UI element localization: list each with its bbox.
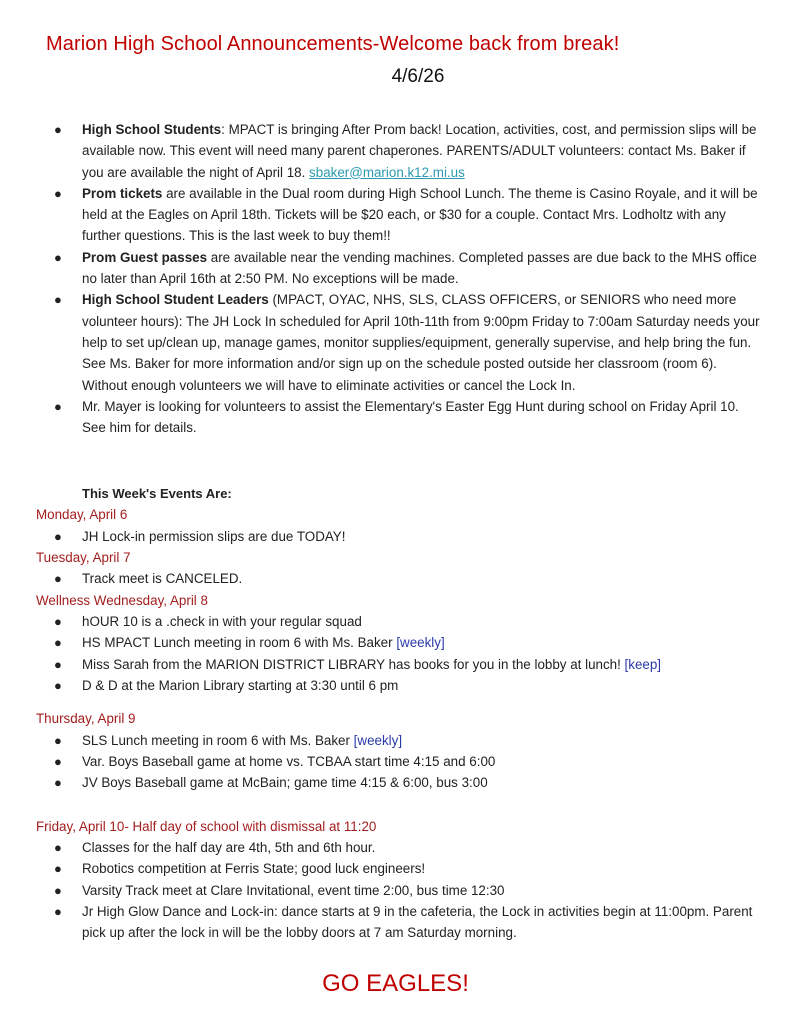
bullet-icon: ● xyxy=(54,861,62,877)
announcement-heading: Prom Guest passes xyxy=(82,249,208,265)
event-list xyxy=(0,611,762,696)
announcement-text: are available in the Dual room during High School Lunch. The theme is Casino Royale, and it will be held at the Eagles on April 18th. Tickets will be $20 each, or $30 for a couple. Contact Mrs. Lodholtz with any further questions. This is the last week to buy them!! xyxy=(82,185,758,244)
bullet-icon: ● xyxy=(54,775,62,791)
date: 4/6/26 xyxy=(391,66,445,87)
announcement-item xyxy=(0,247,762,290)
event-item xyxy=(0,632,762,653)
announcement-text: are available near the vending machines. Completed passes are due back to the MHS office no later than April 16th at 2:50 PM. No exceptions will be made. xyxy=(82,249,757,287)
event-item xyxy=(0,837,762,858)
day-heading: Friday, April 10- Half day of school with dismissal at 11:20 xyxy=(36,818,377,834)
event-tag: [weekly] xyxy=(396,635,445,651)
day-heading: Tuesday, April 7 xyxy=(36,549,131,565)
day-heading: Wellness Wednesday, April 8 xyxy=(36,592,208,608)
event-text: JV Boys Baseball game at McBain; game time 4:15 & 6:00, bus 3:00 xyxy=(82,775,488,791)
bullet-icon: ● xyxy=(54,840,62,856)
event-item xyxy=(0,858,762,879)
event-text: Var. Boys Baseball game at home vs. TCBAA start time 4:15 and 6:00 xyxy=(82,754,496,770)
bullet-icon: ● xyxy=(54,882,62,898)
event-text: SLS Lunch meeting in room 6 with Ms. Baker xyxy=(82,732,354,748)
event-item xyxy=(0,901,762,944)
day-heading: Monday, April 6 xyxy=(36,507,128,522)
event-text: Varsity Track meet at Clare Invitational, event time 2:00, bus time 12:30 xyxy=(82,882,505,898)
bullet-icon: ● xyxy=(54,732,62,748)
email-link[interactable]: sbaker@marion.k12.mi.us xyxy=(309,164,465,180)
event-list xyxy=(0,730,762,794)
page-title: Marion High School Announcements-Welcome back from break! xyxy=(46,33,620,55)
announcement-item xyxy=(0,289,762,395)
announcement-text: : MPACT is bringing After Prom back! Location, activities, cost, and permission slips will be available now. This event will need many parent chaperones. PARENTS/ADULT volunteers: contact Ms. Baker if you are available the night of April 18. xyxy=(82,122,757,180)
event-item xyxy=(0,880,762,901)
footer-slogan: GO EAGLES! xyxy=(322,970,469,997)
event-item xyxy=(0,730,762,751)
event-item xyxy=(0,675,762,696)
bullet-icon: ● xyxy=(54,398,62,414)
bullet-icon: ● xyxy=(54,249,62,265)
announcement-item xyxy=(0,396,762,439)
announcement-list xyxy=(0,119,762,438)
event-tag: [weekly] xyxy=(353,732,403,748)
event-item xyxy=(0,751,762,772)
event-text: Jr High Glow Dance and Lock-in: dance starts at 9 in the cafeteria, the Lock in activities begin at 11:00pm. Parent pick up after the lock in will be the lobby doors at 7 am Saturday morning. xyxy=(82,904,753,941)
event-text: hOUR 10 is a .check in with your regular squad xyxy=(82,614,362,630)
bullet-icon: ● xyxy=(54,656,62,672)
event-text: Track meet is CANCELED. xyxy=(82,571,243,587)
bullet-icon: ● xyxy=(54,754,62,770)
event-item xyxy=(0,568,762,589)
event-item xyxy=(0,611,762,632)
events-title: This Week's Events Are: xyxy=(82,486,232,501)
bullet-icon: ● xyxy=(54,614,62,630)
bullet-icon: ● xyxy=(54,185,62,201)
event-list xyxy=(0,526,762,547)
event-tag: [keep] xyxy=(624,656,662,672)
event-list xyxy=(0,568,762,589)
event-item xyxy=(0,772,762,793)
announcement-heading: High School Student Leaders xyxy=(82,292,269,308)
announcement-item xyxy=(0,183,762,247)
bullet-icon: ● xyxy=(54,122,62,137)
bullet-icon: ● xyxy=(54,571,62,587)
bullet-icon: ● xyxy=(54,292,62,308)
event-text: D & D at the Marion Library starting at 3:30 until 6 pm xyxy=(82,677,399,693)
event-text: HS MPACT Lunch meeting in room 6 with Ms. Baker xyxy=(82,635,397,651)
bullet-icon: ● xyxy=(54,528,62,544)
event-item xyxy=(0,526,762,547)
announcement-heading: Prom tickets xyxy=(82,185,163,201)
announcement-heading: High School Students xyxy=(82,122,222,137)
event-text: Robotics competition at Ferris State; good luck engineers! xyxy=(82,861,426,877)
bullet-icon: ● xyxy=(54,677,62,693)
bullet-icon: ● xyxy=(54,635,62,651)
announcement-item xyxy=(0,119,762,183)
announcement-text: (MPACT, OYAC, NHS, SLS, CLASS OFFICERS, or SENIORS who need more volunteer hours): The JH Lock In scheduled for April 10th-11th from 9:00pm Friday to 7:00am Saturday needs your help to set up/clean up, manage games, monitor supplies/equipment, generally supervise, and help bring the fun. See Ms. Baker for more information and/or sign up on the schedule posted outside her classroom (room 6). Without enough volunteers we will have to eliminate activities or cancel the Lock In. xyxy=(82,292,760,393)
bullet-icon: ● xyxy=(54,904,62,920)
event-list xyxy=(0,837,762,943)
event-item xyxy=(0,654,762,675)
event-text: Classes for the half day are 4th, 5th and 6th hour. xyxy=(82,840,376,856)
event-text: Miss Sarah from the MARION DISTRICT LIBRARY has books for you in the lobby at lunch! xyxy=(82,656,625,672)
day-heading: Thursday, April 9 xyxy=(36,711,136,727)
event-text: JH Lock-in permission slips are due TODAY! xyxy=(82,528,346,544)
announcement-text: Mr. Mayer is looking for volunteers to assist the Elementary's Easter Egg Hunt during school on Friday April 10. See him for details. xyxy=(82,398,739,436)
events-section xyxy=(0,483,762,944)
